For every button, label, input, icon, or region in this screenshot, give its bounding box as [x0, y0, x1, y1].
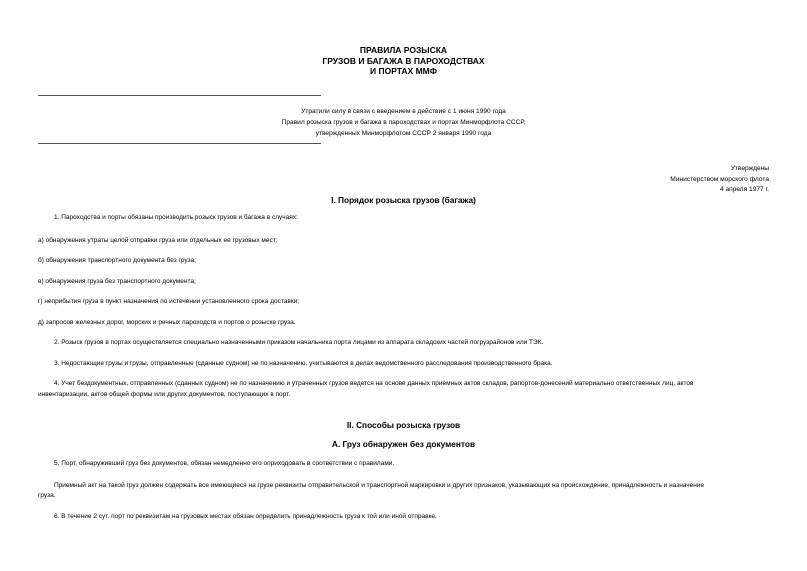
- item-d: д) запросов железных дорог, морских и речных пароходств и портов о розыске груза.: [38, 319, 296, 326]
- title-line-3: И ПОРТАХ ММФ: [370, 66, 437, 76]
- document-page: [38, 0, 769, 571]
- paragraph-5b-line-2: груза.: [38, 492, 56, 499]
- repeal-note: [38, 106, 769, 139]
- section-1-heading: I. Порядок розыска грузов (багажа): [331, 195, 476, 205]
- section-2-heading: II. Способы розыска грузов: [346, 420, 461, 430]
- title-line-2: ГРУЗОВ И БАГАЖА В ПАРОХОДСТВАХ: [322, 55, 485, 66]
- divider-top: [38, 95, 321, 96]
- item-v: в) обнаружения груза без транспортного документа;: [38, 278, 196, 285]
- paragraph-5: 5. Порт, обнаруживший груз без документов, обязан немедленно его оприходовать в соответствии с правилами.: [54, 460, 395, 467]
- document-title: [38, 45, 769, 77]
- divider-bottom: [38, 143, 321, 144]
- paragraph-3: 3. Недостающие грузы и грузы, отправленные (сданные судном) не по назначению, учитываются в делах ведомственного расследования производственного брака.: [54, 360, 553, 367]
- item-g: г) неприбытия груза в пункт назначения по истечении установленного срока доставки;: [38, 298, 300, 305]
- item-a: а) обнаружения утраты целой отправки груза или отдельных ее грузовых мест;: [38, 237, 278, 244]
- paragraph-4-line-2: инвентаризации, актов общей формы или других документов, поступающих в порт.: [38, 391, 291, 398]
- approval-line-2: Министерством морского флота: [670, 175, 769, 183]
- note-line-3: утвержденных Минморфлотом СССР 2 января 1990 года: [315, 130, 492, 137]
- subsection-a-heading: А. Груз обнаружен без документов: [331, 439, 476, 449]
- paragraph-6: 6. В течение 2 сут. порт по реквизитам на грузовых местах обязан определить принадлежность груза к той или иной отправке.: [54, 513, 437, 520]
- title-line-1: ПРАВИЛА РОЗЫСКА: [359, 45, 448, 55]
- note-line-2: Правил розыска грузов и багажа в пароходствах и портах Минморфлота СССР,: [281, 119, 526, 126]
- note-line-1: Утратили силу в связи с введением в действие с 1 июня 1990 года: [301, 108, 506, 115]
- paragraph-1: 1. Пароходства и порты обязаны производить розыск грузов и багажа в случаях:: [54, 214, 298, 221]
- paragraph-2: 2. Розыск грузов в портах осуществляется специально назначенными приказом начальника порта лицами из аппарата складских частей погрузрайонов или ТЭК.: [54, 339, 544, 346]
- approval-line-3: 4 апреля 1977 г.: [719, 186, 769, 193]
- paragraph-4-line-1: 4. Учет бездокументных, отправленных (сданных судном) не по назначению и утраченных грузов ведется на основе данных приемных актов складов, рапортов-донесений материально ответственных лиц, актов: [54, 380, 694, 387]
- item-b: б) обнаружения транспортного документа без груза;: [38, 257, 197, 264]
- paragraph-5b-line-1: Приемный акт на такой груз должен содержать все имеющиеся на грузе реквизиты отправительской и транспортной маркировки и других признаков, указывающих на происхождение, принадлежность и назначение: [54, 482, 705, 489]
- approval-block: [670, 164, 769, 196]
- approval-line-1: Утверждены: [730, 165, 769, 172]
